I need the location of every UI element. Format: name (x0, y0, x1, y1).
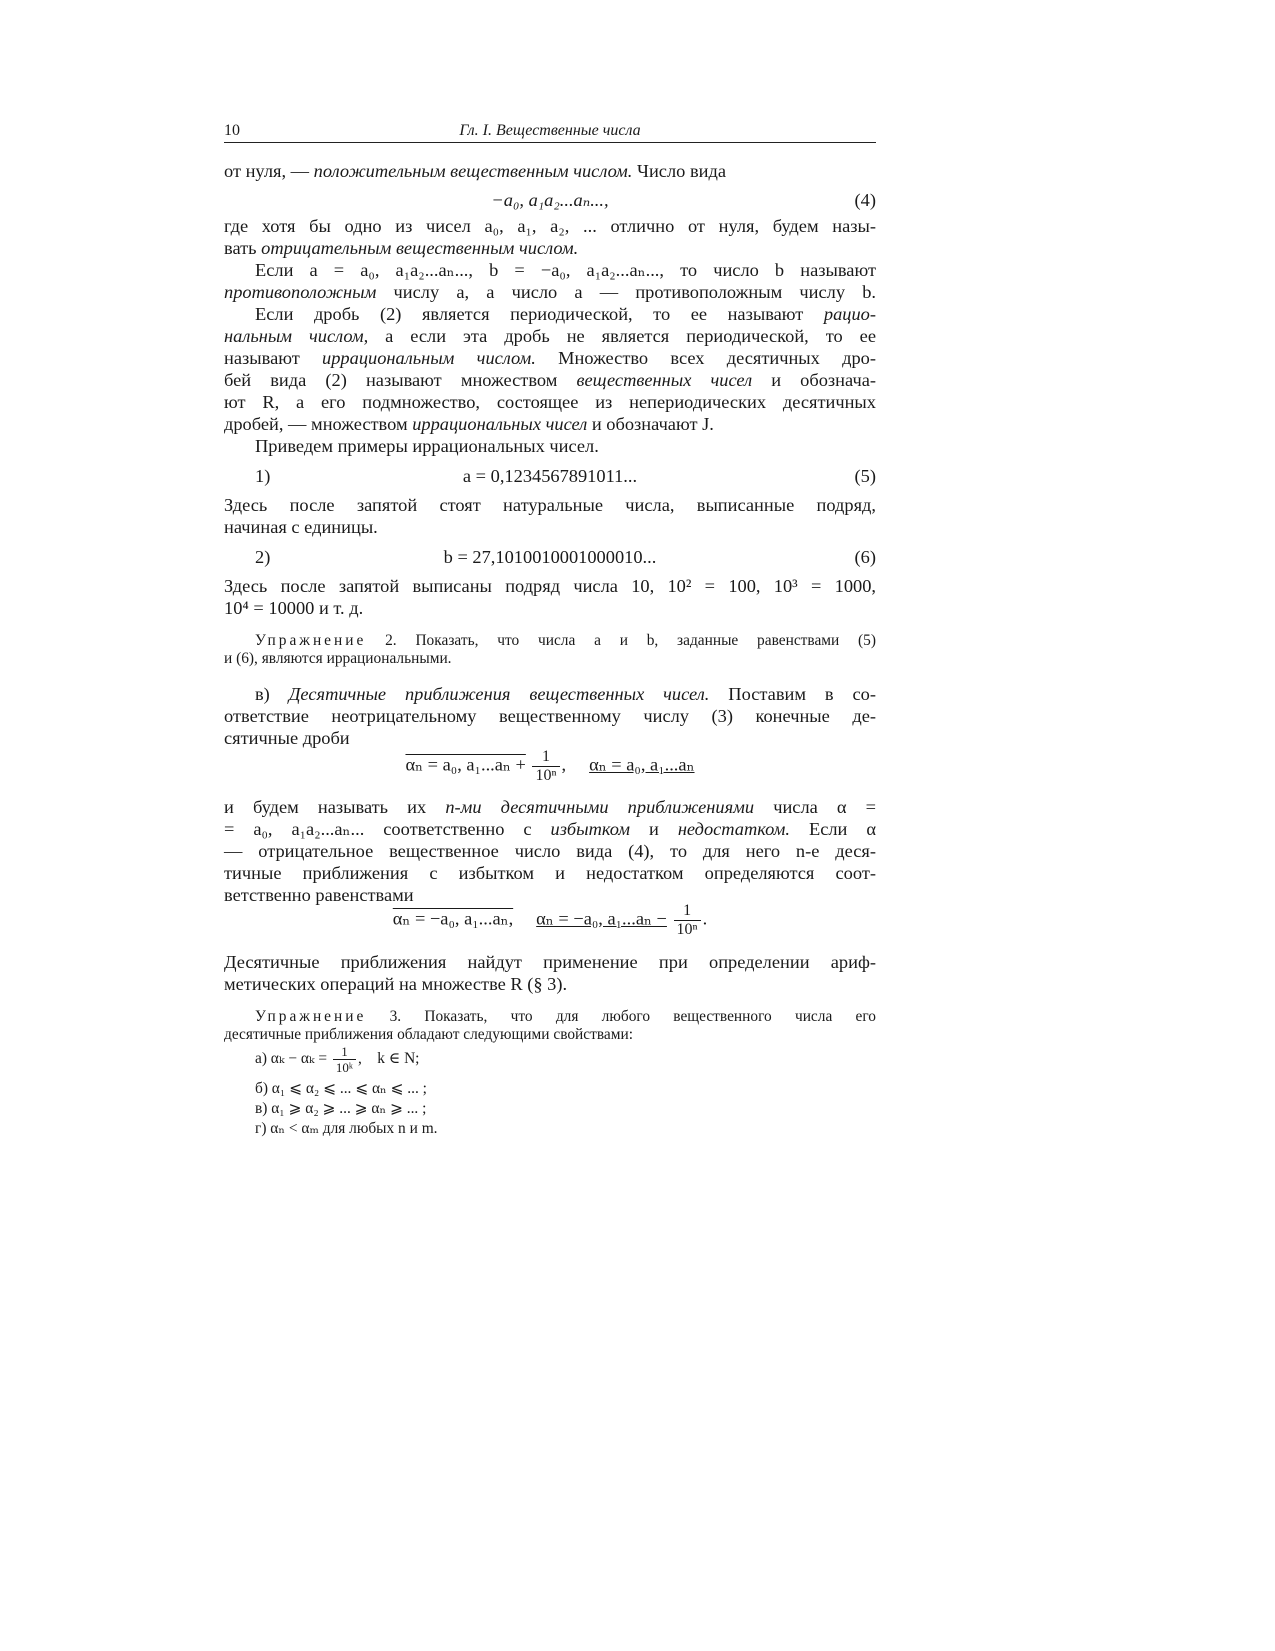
text-span: Множество всех десятичных дро- (558, 348, 876, 368)
equation-body: −a₀, a₁a₂...aₙ..., (491, 190, 609, 210)
text-line: сятичные дроби (224, 728, 350, 748)
section-heading: Десятичные приближения вещественных чисел. (288, 684, 710, 704)
equation-number: (6) (854, 547, 876, 567)
math-span: а) αₖ − αₖ = (255, 1050, 328, 1068)
math-span: k ∈ N; (377, 1050, 420, 1068)
term-italic: отрицательным вещественным числом. (261, 238, 579, 258)
equation-6 (224, 539, 876, 579)
term-italic: положительным вещественным числом. (313, 161, 633, 181)
numerator: 1 (532, 748, 559, 767)
text-span: = a₀, a₁a₂...aₙ... соответственно с (224, 819, 532, 839)
text-line (224, 347, 876, 369)
exercise-3-line: десятичные приближения обладают следующими свойствами: (224, 1026, 633, 1043)
equation-label: 1) (255, 466, 271, 486)
text-line: Десятичные приближения найдут применение при определении ариф- (224, 952, 876, 972)
equation-number: (5) (854, 466, 876, 486)
text-span: вать (224, 238, 257, 258)
math-span: αₙ = a₀, a₁...aₙ (589, 754, 695, 775)
text-span: и будем называть их (224, 797, 427, 817)
term-italic: избытком (550, 819, 631, 839)
text-span: Поставим в со- (728, 684, 876, 704)
text-line: Приведем примеры иррациональных чисел. (255, 436, 599, 456)
denominator: 10ⁿ (535, 767, 557, 784)
term-italic: рацио- (823, 304, 876, 324)
exercise-item-b: б) α₁ ⩽ α₂ ⩽ ... ⩽ αₙ ⩽ ... ; (255, 1080, 427, 1097)
exercise-2-line (255, 632, 876, 650)
exercise-3-line (255, 1008, 876, 1026)
text-line (255, 683, 876, 705)
term-italic: иррациональным числом. (322, 348, 536, 368)
fraction (333, 1044, 356, 1075)
text-span: и (649, 819, 659, 839)
text-line: Здесь после запятой стоят натуральные числа, выписанные подряд, (224, 495, 876, 515)
equation-body: a = 0,1234567891011... (462, 466, 638, 486)
text-span: бей вида (2) называют множеством (224, 370, 558, 390)
text-line: начиная с единицы. (224, 517, 378, 537)
exercise-word: Упражнение (255, 632, 367, 649)
text-span: и обознача- (771, 370, 876, 390)
equation-number: (4) (854, 190, 876, 210)
denominator: 10ᵏ (335, 1060, 354, 1075)
math-span: αₙ = a₀, a₁...aₙ + (405, 754, 526, 775)
text-line: — отрицательное вещественное число вида (4), то для него n-е деся- (224, 841, 876, 861)
text-span: числа α = (773, 797, 876, 817)
text-span: 2. Показать, что числа a и b, заданные равенствами (5) (385, 632, 876, 649)
text-span: в) (255, 684, 270, 704)
math-span: αₙ = −a₀, a₁...aₙ − (536, 908, 667, 929)
text-span: Если α (808, 819, 876, 839)
text-span: от нуля, — (224, 161, 310, 181)
page-number: 10 (224, 122, 240, 139)
text-line: тичные приближения с избытком и недостатком определяются соот- (224, 863, 876, 883)
text-span: 3. Показать, что для любого вещественного числа его (389, 1008, 876, 1025)
exercise-item-a: а) αₖ − αₖ = $\frac{1}{\text{10ᵏ}}$ , k ∈ N; (255, 1044, 420, 1075)
text-line (224, 796, 876, 818)
text-line: Здесь после запятой выписаны подряд числа 10, 10² = 100, 10³ = 1000, (224, 576, 876, 596)
term-italic: противоположным (224, 282, 377, 302)
equation-body: b = 27,1010010001000010... (443, 547, 657, 567)
denominator: 10ⁿ (676, 921, 698, 938)
text-line: ветственно равенствами (224, 885, 414, 905)
text-line: метических операций на множестве R (§ 3). (224, 974, 568, 994)
text-line (224, 237, 876, 259)
display-formula-1: αₙ = a₀, a₁...aₙ + $\frac{1}{\text{10ⁿ}}$ , αₙ = a₀, a₁...aₙ (405, 748, 695, 784)
exercise-word: Упражнение (255, 1008, 367, 1025)
text-line: Если a = a₀, a₁a₂...aₙ..., b = −a₀, a₁a₂...aₙ..., то число b называют (255, 260, 876, 280)
term-italic: вещественных чисел (576, 370, 753, 390)
text-span: называют (224, 348, 300, 368)
equation-label: 2) (255, 547, 271, 567)
exercise-item-d: г) αₙ < αₘ для любых n и m. (255, 1120, 438, 1137)
text-line (224, 325, 876, 347)
fraction (674, 902, 701, 939)
text-line (224, 369, 876, 391)
text-line: где хотя бы одно из чисел a₀, a₁, a₂, ... отлично от нуля, будем назы- (224, 216, 876, 236)
text-line (224, 818, 876, 840)
term-italic: нальным числом, (224, 326, 369, 346)
text-line: ют R, а его подмножество, состоящее из непериодических десятичных (224, 392, 876, 412)
term-italic: n-ми десятичными приближениями (445, 797, 755, 817)
text-span: Если дробь (2) является периодической, то ее называют (255, 304, 804, 324)
text-line (224, 160, 876, 182)
equation-5 (224, 458, 876, 498)
math-span: αₙ = −a₀, a₁...aₙ, (392, 908, 514, 929)
numerator: 1 (674, 902, 701, 921)
text-line (255, 303, 876, 325)
text-span: числу a, а число a — противоположным числу b. (393, 282, 876, 302)
text-line: ответствие неотрицательному вещественному числу (3) конечные де- (224, 706, 876, 726)
text-line (224, 281, 876, 303)
term-italic: иррациональных чисел (412, 414, 588, 434)
term-italic: недостатком. (677, 819, 791, 839)
running-head: Гл. I. Вещественные числа (459, 122, 641, 139)
display-formula-2: αₙ = −a₀, a₁...aₙ, αₙ = −a₀, a₁...aₙ − $\frac{1}{\text{10ⁿ}}$ . (392, 902, 708, 938)
text-span: и обозначают J. (591, 414, 714, 434)
numerator: 1 (333, 1044, 356, 1060)
text-span: а если эта дробь не является периодической, то ее (385, 326, 876, 346)
text-line (224, 413, 876, 435)
text-line: 10⁴ = 10000 и т. д. (224, 598, 364, 618)
text-span: дробей, — множеством (224, 414, 408, 434)
text-span: Число вида (637, 161, 726, 181)
exercise-2-line: и (6), являются иррациональными. (224, 650, 452, 667)
page-header (224, 118, 876, 143)
fraction (532, 748, 559, 785)
exercise-item-c: в) α₁ ⩾ α₂ ⩾ ... ⩾ αₙ ⩾ ... ; (255, 1100, 427, 1117)
